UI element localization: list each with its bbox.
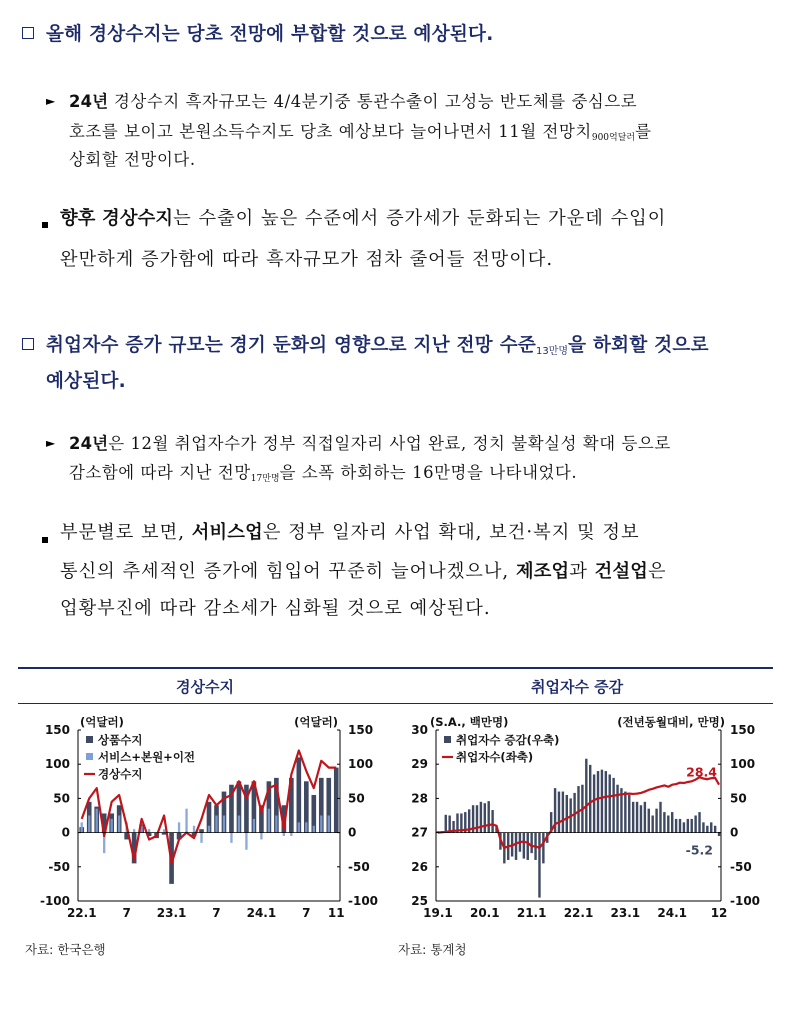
chart1-x-tick-label: 7 xyxy=(302,906,311,920)
chart1-bar-services xyxy=(223,816,225,833)
chart1-bar-services xyxy=(260,833,262,840)
chart2-left-tick-label: 29 xyxy=(411,757,428,772)
chart1-bar-services xyxy=(215,816,217,833)
chart1-bar-services xyxy=(200,833,202,843)
section2-bullet1-line1: 24년은 12월 취업자수가 정부 직접일자리 사업 완료, 정치 불확실성 확대 등으로 xyxy=(69,434,671,453)
chart-header-rule xyxy=(18,703,773,704)
chart1-bar-services xyxy=(253,819,255,833)
chart1-right-tick-label: -50 xyxy=(348,859,370,874)
chart2-bar-change xyxy=(632,802,634,833)
chart1-left-unit: (억달러) xyxy=(80,715,124,729)
chart1-bar-services xyxy=(275,816,277,833)
chart1-left-tick-label: -50 xyxy=(48,859,70,874)
chart1-bar-services xyxy=(305,822,307,832)
chart2-bar-change xyxy=(659,802,661,833)
chart2-bar-change xyxy=(612,778,614,833)
chart1-source: 자료: 한국은행 xyxy=(25,942,106,957)
section1-bullet1-line2: 호조를 보이고 본원소득수지도 당초 예상보다 늘어나면서 11월 전망치$_{900억달러}$를 xyxy=(69,122,652,143)
chart2-bar-change xyxy=(585,759,587,833)
chart2-bar-change xyxy=(691,819,693,833)
chart2-bar-change xyxy=(609,774,611,832)
bullet-triangle-icon: ► xyxy=(46,94,56,108)
chart1-legend-swatch-services xyxy=(86,753,93,760)
chart2-x-tick-label: 12 xyxy=(710,906,728,920)
chart2-bar-change xyxy=(698,812,700,833)
chart1-right-tick-label: 0 xyxy=(348,825,357,840)
chart1-x-tick-label: 7 xyxy=(212,906,221,920)
chart-current-account xyxy=(20,708,390,938)
chart1-bar-services xyxy=(328,816,330,833)
chart2-bar-change xyxy=(445,815,447,833)
chart1-x-tick-label: 7 xyxy=(122,906,131,920)
chart1-left-tick-label: 100 xyxy=(44,757,70,772)
chart2-bar-change xyxy=(624,792,626,833)
chart2-x-tick-label: 19.1 xyxy=(423,906,453,920)
chart2-right-tick-label: 50 xyxy=(730,791,747,806)
chart2-bar-change xyxy=(616,785,618,833)
chart2-right-tick-label: -100 xyxy=(730,894,761,908)
chart2-bar-change xyxy=(640,805,642,832)
chart2-bar-change xyxy=(597,771,599,833)
chart2-right-tick-label: -50 xyxy=(730,859,752,874)
chart2-bar-change xyxy=(710,822,712,832)
chart2-right-tick-label: 150 xyxy=(730,723,756,737)
chart2-bar-change xyxy=(601,770,603,833)
chart1-bar-services xyxy=(320,816,322,833)
chart2-annotation-employed: 28.4 xyxy=(686,764,717,780)
chart2-bar-change xyxy=(487,801,489,832)
chart2-bar-change xyxy=(683,822,685,832)
chart2-legend-swatch-bars xyxy=(444,736,451,743)
chart2-bar-change xyxy=(530,833,532,854)
chart2-right-tick-label: 100 xyxy=(730,757,756,772)
chart1-right-tick-label: 100 xyxy=(348,757,374,772)
chart2-bar-change xyxy=(675,819,677,833)
chart1-left-tick-label: 150 xyxy=(44,723,70,737)
chart1-right-tick-label: 150 xyxy=(348,723,374,737)
chart1-bar-services xyxy=(313,826,315,833)
chart2-annotation-change: -5.2 xyxy=(685,842,713,858)
chart2-left-tick-label: 28 xyxy=(411,791,428,806)
chart2-left-tick-label: 26 xyxy=(411,859,428,874)
chart2-right-tick-label: 0 xyxy=(730,825,739,840)
section1-bullet1-line1: 24년 경상수지 흑자규모는 4/4분기중 통관수출이 고성능 반도체를 중심으로 xyxy=(69,92,638,111)
square-bullet-icon xyxy=(42,213,48,232)
chart2-bar-change xyxy=(566,795,568,833)
chart1-left-tick-label: 0 xyxy=(61,825,70,840)
chart2-bar-change xyxy=(671,812,673,833)
chart2-bar-change xyxy=(663,812,665,833)
chart2-bar-change xyxy=(651,816,653,833)
chart2-bar-change xyxy=(448,816,450,833)
chart1-left-tick-label: 50 xyxy=(53,791,70,806)
chart1-x-tick-label: 22.1 xyxy=(66,906,97,920)
chart2-bar-change xyxy=(515,833,517,860)
chart2-bar-change xyxy=(687,819,689,833)
chart1-right-unit: (억달러) xyxy=(294,715,338,729)
chart1-bar-services xyxy=(230,833,232,843)
chart1-bar-services xyxy=(178,822,180,832)
chart1-x-tick-label: 24.1 xyxy=(246,906,277,920)
section2-bullet2-line3: 업황부진에 따라 감소세가 심화될 것으로 예상된다. xyxy=(60,598,491,619)
chart2-title: 취업자수 증감 xyxy=(531,678,624,696)
chart2-bar-change xyxy=(562,792,564,833)
chart2-x-tick-label: 21.1 xyxy=(516,906,547,920)
chart2-bar-change xyxy=(648,809,650,833)
chart2-source: 자료: 통계청 xyxy=(398,942,467,957)
chart2-left-unit: (S.A., 백만명) xyxy=(430,715,509,729)
chart2-bar-change xyxy=(718,833,720,836)
chart2-left-tick-label: 25 xyxy=(411,894,428,908)
chart1-bar-services xyxy=(238,816,240,833)
chart2-bar-change xyxy=(577,786,579,833)
chart2-bar-change xyxy=(628,795,630,833)
chart-employment xyxy=(400,708,770,938)
section2-bullet2-line2: 통신의 추세적인 증가에 힘입어 꾸준히 늘어나겠으나, 제조업과 건설업은 xyxy=(60,561,667,582)
section2-heading-line2: 예상된다. xyxy=(46,371,127,392)
section1-heading: 올해 경상수지는 당초 전망에 부합할 것으로 예상된다. xyxy=(46,24,494,45)
chart2-bar-change xyxy=(558,792,560,833)
chart1-bar-services xyxy=(96,809,98,833)
chart1-legend-label: 서비스+본원+이전 xyxy=(98,750,196,764)
chart2-right-unit: (전년동월대비, 만명) xyxy=(617,715,725,729)
chart1-right-tick-label: -100 xyxy=(348,894,379,908)
section2-bullet1-line2: 감소함에 따라 지난 전망$_{17만명}$을 소폭 하회하는 16만명을 나타내었다. xyxy=(69,463,578,484)
section1-bullet2-line1: 향후 경상수지는 수출이 높은 수준에서 증가세가 둔화되는 가운데 수입이 xyxy=(60,208,667,229)
chart2-bar-change xyxy=(706,826,708,833)
chart2-legend-label: 취업자수 증감(우축) xyxy=(456,733,560,747)
chart1-bar-services xyxy=(298,822,300,832)
chart1-bar-services xyxy=(111,819,113,833)
chart-top-rule xyxy=(18,667,773,669)
section2-heading-line1: 취업자수 증가 규모는 경기 둔화의 영향으로 지난 전망 수준$_{13만명}$을 하회할 것으로 xyxy=(46,335,709,357)
chart2-legend-label: 취업자수(좌축) xyxy=(456,750,534,764)
chart1-bar-services xyxy=(88,816,90,833)
chart1-bar-goods xyxy=(334,768,339,833)
chart2-x-tick-label: 23.1 xyxy=(610,906,641,920)
chart1-legend-label: 경상수지 xyxy=(98,767,143,781)
chart2-bar-change xyxy=(667,816,669,833)
chart1-left-tick-label: -100 xyxy=(39,894,70,908)
chart1-bar-services xyxy=(148,829,150,832)
chart1-bar-services xyxy=(118,816,120,833)
chart1-bar-goods xyxy=(199,829,204,832)
chart2-left-tick-label: 30 xyxy=(411,723,428,737)
chart2-bar-change xyxy=(636,802,638,833)
chart2-bar-change xyxy=(527,833,529,860)
chart2-x-tick-label: 24.1 xyxy=(657,906,688,920)
chart1-bar-services xyxy=(133,829,135,832)
chart2-bar-change xyxy=(714,826,716,833)
chart2-left-tick-label: 27 xyxy=(411,825,428,840)
heading-checkbox-1 xyxy=(22,27,34,39)
chart1-bar-goods xyxy=(244,785,249,833)
chart1-bar-services xyxy=(163,829,165,832)
heading-checkbox-2 xyxy=(22,338,34,350)
chart2-bar-change xyxy=(542,833,544,864)
chart1-bar-services xyxy=(193,826,195,833)
chart2-x-tick-label: 20.1 xyxy=(469,906,500,920)
chart2-bar-change xyxy=(589,765,591,833)
chart2-bar-change xyxy=(644,802,646,833)
chart2-bar-change xyxy=(655,809,657,833)
chart1-title: 경상수지 xyxy=(176,678,234,696)
chart2-bar-change xyxy=(702,822,704,832)
section1-bullet2-line2: 완만하게 증가함에 따라 흑자규모가 점차 줄어들 전망이다. xyxy=(60,249,554,270)
chart1-x-tick-label: 23.1 xyxy=(156,906,187,920)
chart2-bar-change xyxy=(484,803,486,832)
chart1-legend-swatch-goods xyxy=(86,736,93,743)
square-bullet-icon xyxy=(42,528,48,547)
section1-bullet1-line3: 상회할 전망이다. xyxy=(69,150,196,169)
section2-bullet2-line1: 부문별로 보면, 서비스업은 정부 일자리 사업 확대, 보건·복지 및 정보 xyxy=(60,522,640,543)
chart1-bar-services xyxy=(245,833,247,850)
chart2-bar-change xyxy=(679,819,681,833)
chart1-x-tick-label: 11 xyxy=(327,906,345,920)
chart2-bar-change xyxy=(491,810,493,833)
chart1-bar-goods xyxy=(297,757,302,832)
chart1-bar-services xyxy=(290,833,292,836)
chart1-bar-services xyxy=(268,809,270,833)
bullet-triangle-icon: ► xyxy=(46,436,56,450)
chart1-bar-services xyxy=(208,826,210,833)
chart2-bar-change xyxy=(593,774,595,832)
chart2-x-tick-label: 22.1 xyxy=(563,906,594,920)
chart1-right-tick-label: 50 xyxy=(348,791,365,806)
chart1-bar-services xyxy=(185,809,187,833)
chart2-bar-change xyxy=(605,771,607,833)
chart2-bar-change xyxy=(523,833,525,859)
chart1-bar-services xyxy=(283,833,285,836)
chart2-bar-change xyxy=(694,816,696,833)
chart2-bar-change xyxy=(538,833,540,898)
chart1-legend-label: 상품수지 xyxy=(98,733,143,747)
chart1-bar-services xyxy=(81,822,83,832)
